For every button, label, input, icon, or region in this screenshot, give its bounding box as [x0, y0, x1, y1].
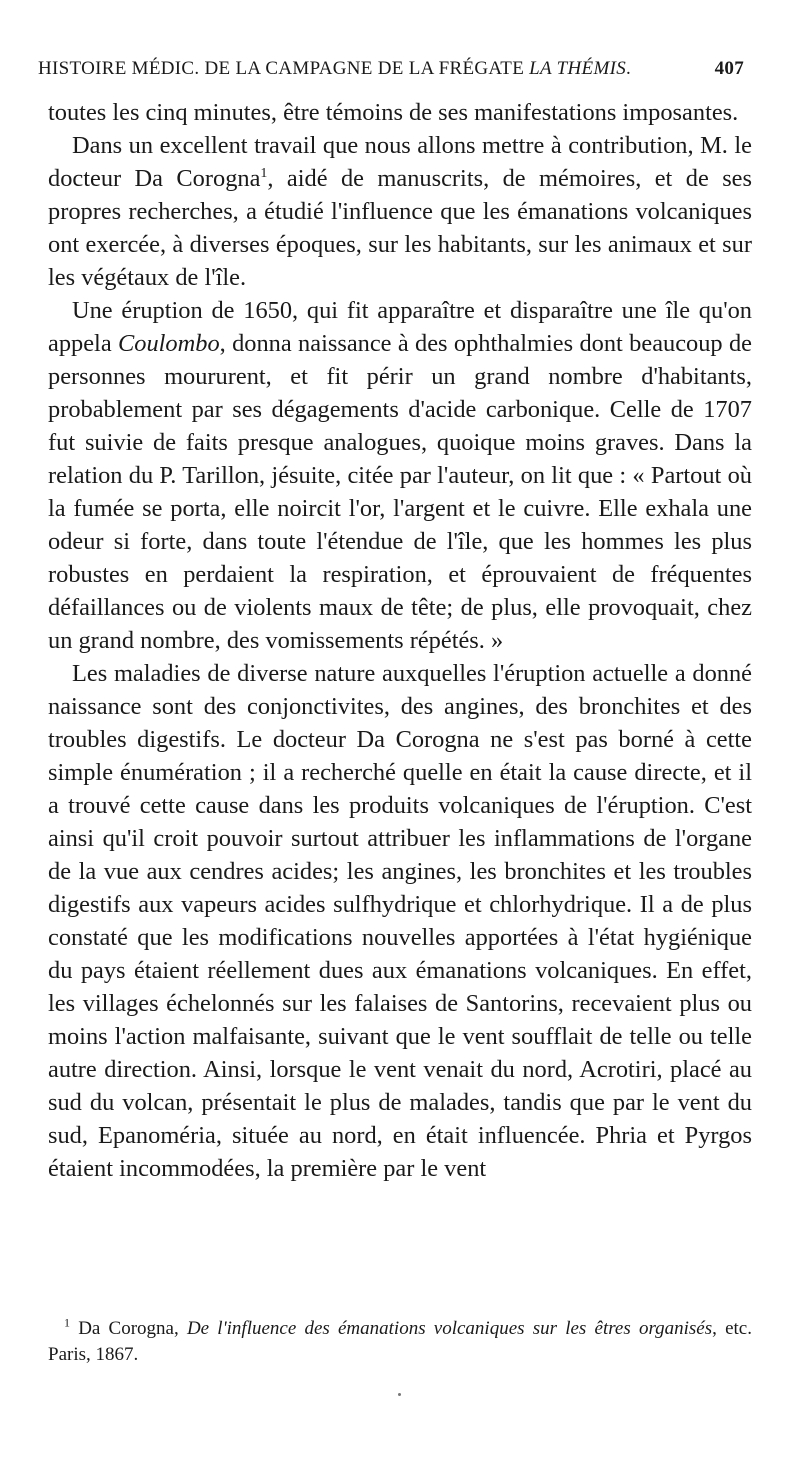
paragraph-3: Une éruption de 1650, qui fit apparaître et disparaître une île qu'on appela Coulombo, donna naissance à des ophthalmies dont beaucoup de personnes moururent, et fit périr un grand nombre d'habitants, probablement par ses dégagements d'acide carbonique. Celle de 1707 fut suivie de faits presque analogues, quoique moins graves. Dans la relation du P. Tarillon, jésuite, citée par l'auteur, on lit que : « Partout où la fumée se porta, elle noircit l'or, l'argent et le cuivre. Elle exhala une odeur si forte, dans toute l'étendue de l'île, que les hommes les plus robustes en perdaient la respiration, et éprouvaient de fréquentes défaillances ou de violents maux de tête; de plus, elle provoquait, chez un grand nombre, des vomissements répétés. » — [48, 297, 752, 654]
print-mark — [398, 1393, 401, 1396]
footnote — [48, 1316, 752, 1368]
ship-name: LA THÉMIS — [529, 58, 626, 79]
paragraph-1: toutes les cinq minutes, être témoins de ses manifestations imposantes. — [48, 99, 739, 126]
paragraph-2: Dans un excellent travail que nous allons mettre à contribution, M. le docteur Da Corogna$^1$, aidé de manuscrits, de mémoires, et de ses propres recherches, a étudié l'influence que les émanations volcaniques ont exercée, à diverses époques, sur les habitants, sur les animaux et sur les végétaux de l'île. — [48, 132, 752, 291]
footnote-reference: 1 — [260, 165, 268, 181]
footnote-title: De l'influence des émanations volcaniques sur les êtres organisés — [186, 1318, 713, 1339]
running-title: HISTOIRE MÉDIC. DE LA CAMPAGNE DE LA FRÉGATE LA THÉMIS. — [38, 58, 632, 79]
island-name: Coulombo — [118, 330, 220, 357]
footnote-marker: 1 — [64, 1315, 70, 1330]
paragraph-4: Les maladies de diverse nature auxquelles l'éruption actuelle a donné naissance sont des conjonctivites, des angines, des bronchites et des troubles digestifs. Le docteur Da Corogna ne s'est pas borné à cette simple énumération ; il a recherché quelle en était la cause directe, et il a trouvé cette cause dans les produits volcaniques de l'éruption. C'est ainsi qu'il croit pouvoir surtout attribuer les inflammations de l'organe de la vue aux cendres acides; les angines, les bronchites et les troubles digestifs aux vapeurs acides sulfhydrique et chlorhydrique. Il a de plus constaté que les modifications nouvelles apportées à l'état hygiénique du pays étaient réellement dues aux émanations volcaniques. En effet, les villages échelonnés sur les falaises de Santorins, recevaient plus ou moins l'action malfaisante, suivant que le vent soufflait de telle ou telle autre direction. Ainsi, lorsque le vent venait du nord, Acrotiri, placé au sud du volcan, présentait le plus de malades, tandis que par le vent du sud, Epanoméria, située au nord, en était influencée. Phria et Pyrgos étaient incommodées, la première par le vent — [48, 660, 752, 1182]
body-text — [48, 96, 752, 1185]
footnote-rest: , etc. Paris, 1867. — [48, 1318, 752, 1365]
page-number: 407 — [714, 58, 744, 79]
footnote-author: Da Corogna, — [78, 1318, 187, 1339]
